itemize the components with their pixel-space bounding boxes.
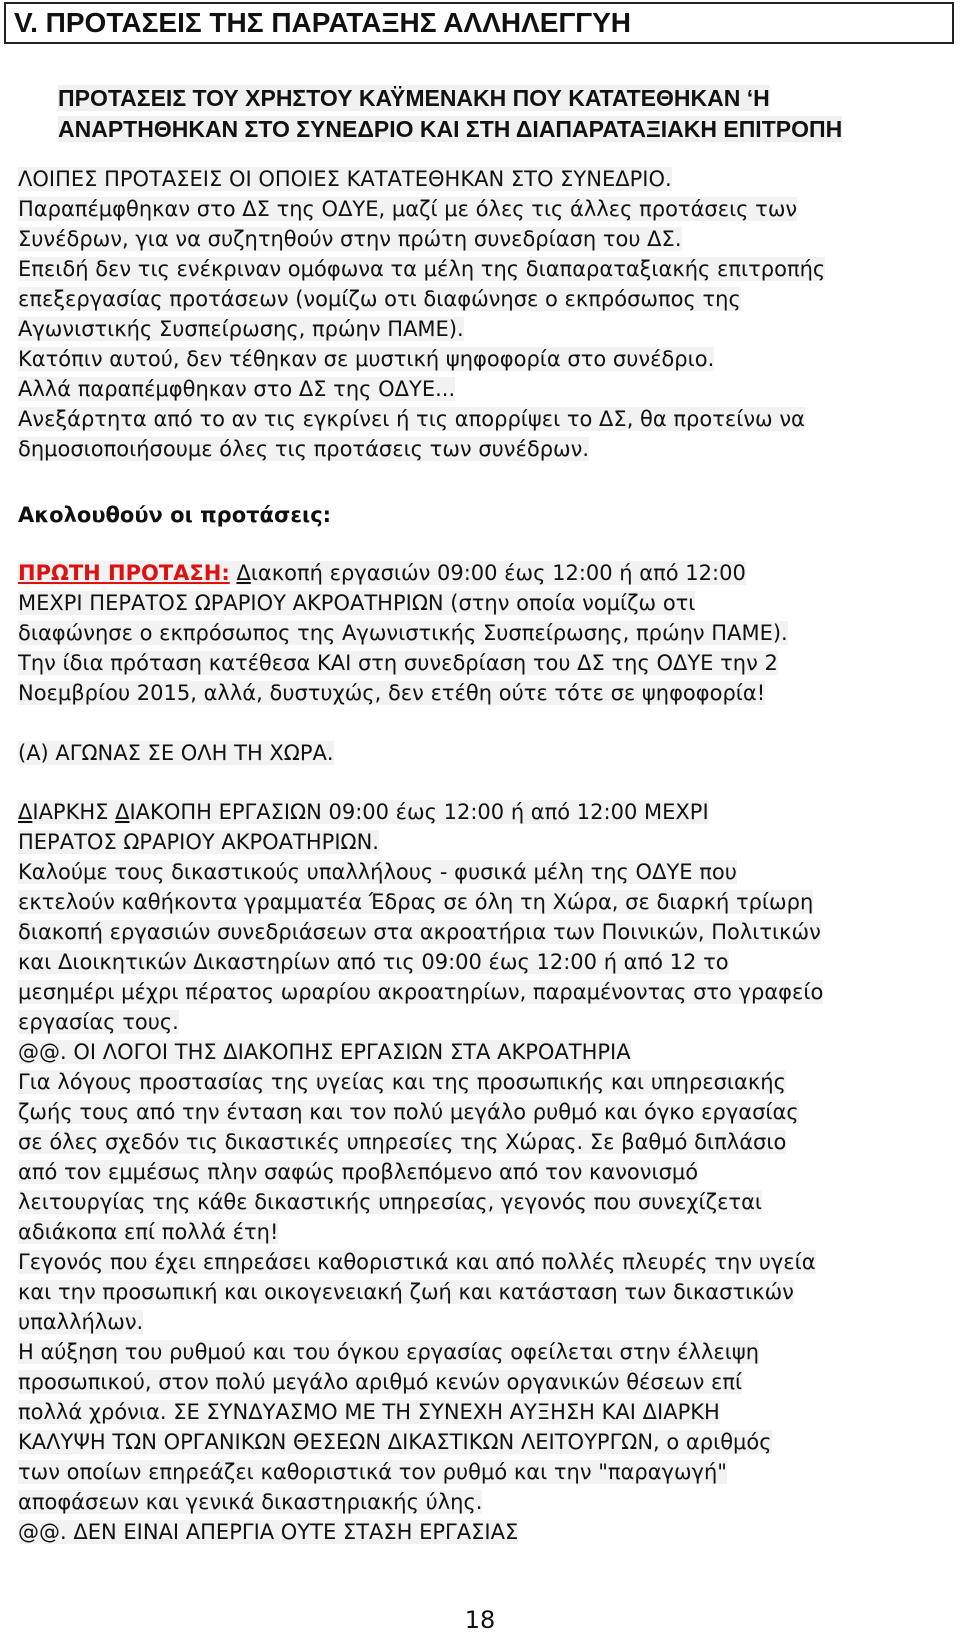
body-line: ζωής τους από την ένταση και τον πολύ μεγάλο ρυθμό και όγκο εργασίας xyxy=(18,1100,799,1124)
body-line: προσωπικού, στον πολύ μεγάλο αριθμό κενών οργανικών θέσεων επί xyxy=(18,1370,743,1394)
body-line: από τον εμμέσως πλην σαφώς προβλεπόμενο από τον κανονισμό xyxy=(18,1160,699,1184)
first-proposal-label: ΠΡΩΤΗ ΠΡΟΤΑΣΗ: xyxy=(18,561,230,585)
page-number: 18 xyxy=(464,1606,496,1634)
body-line: λειτουργίας της κάθε δικαστικής υπηρεσίας, γεγονός που συνεχίζεται xyxy=(18,1190,763,1214)
body-line: Για λόγους προστασίας της υγείας και της προσωπικής και υπηρεσιακής xyxy=(18,1070,786,1094)
body-text: ΙΑΡΚΗΣ xyxy=(32,800,116,824)
body-line: των οποίων επηρεάζει καθοριστικά τον ρυθμό και την "παραγωγή" xyxy=(18,1460,727,1484)
first-proposal xyxy=(18,558,948,708)
body-initial: Δ xyxy=(115,800,130,824)
first-proposal-line: ΜΕΧΡΙ ΠΕΡΑΤΟΣ ΩΡΑΡΙΟΥ ΑΚΡΟΑΤΗΡΙΩΝ (στην οποία νομίζω οτι xyxy=(18,591,696,615)
body-line: αποφάσεων και γενικά δικαστηριακής ύλης. xyxy=(18,1490,483,1514)
body-initial: Δ xyxy=(18,800,33,824)
body-line: @@. ΟΙ ΛΟΓΟΙ ΤΗΣ ΔΙΑΚΟΠΗΣ ΕΡΓΑΣΙΩΝ ΣΤΑ ΑΚΡΟΑΤΗΡΙΑ xyxy=(18,1040,631,1064)
intro-line: Επειδή δεν τις ενέκριναν ομόφωνα τα μέλη της διαπαραταξιακής επιτροπής xyxy=(18,257,826,281)
intro-line: ΛΟΙΠΕΣ ΠΡΟΤΑΣΕΙΣ ΟΙ ΟΠΟΙΕΣ ΚΑΤΑΤΕΘΗΚΑΝ ΣΤΟ ΣΥΝΕΔΡΙΟ. xyxy=(18,167,672,191)
first-proposal-line: ιακοπή εργασιών 09:00 έως 12:00 ή από 12:00 xyxy=(250,561,746,585)
section-title: V. ΠΡΟΤΑΣΕΙΣ ΤΗΣ ΠΑΡΑΤΑΞΗΣ ΑΛΛΗΛΕΓΓΥΗ xyxy=(4,2,954,44)
subheading-line-1: ΠΡΟΤΑΣΕΙΣ ΤΟΥ ΧΡΗΣΤΟΥ ΚΑΫΜΕΝΑΚΗ ΠΟΥ ΚΑΤΑΤΕΘΗΚΑΝ ‘Η xyxy=(58,85,770,111)
first-proposal-initial: Δ xyxy=(236,561,251,585)
intro-line: Συνέδρων, για να συζητηθούν στην πρώτη συνεδρίαση του ΔΣ. xyxy=(18,227,682,251)
first-proposal-line: Νοεμβρίου 2015, αλλά, δυστυχώς, δεν ετέθη ούτε τότε σε ψηφοφορία! xyxy=(18,681,766,705)
section-a-heading xyxy=(18,738,948,768)
body-line: πολλά χρόνια. ΣΕ ΣΥΝΔΥΑΣΜΟ ΜΕ ΤΗ ΣΥΝΕΧΗ ΑΥΞΗΣΗ ΚΑΙ ΔΙΑΡΚΗ xyxy=(18,1400,720,1424)
subheading-line-2: ΑΝΑΡΤΗΘΗΚΑΝ ΣΤΟ ΣΥΝΕΔΡΙΟ ΚΑΙ ΣΤΗ ΔΙΑΠΑΡΑΤΑΞΙΑΚΗ ΕΠΙΤΡΟΠΗ xyxy=(58,116,843,142)
intro-line: επεξεργασίας προτάσεων (νομίζω οτι διαφώνησε ο εκπρόσωπος της xyxy=(18,287,741,311)
intro-line: Παραπέμφθηκαν στο ΔΣ της ΟΔΥΕ, μαζί με όλες τις άλλες προτάσεις των xyxy=(18,197,798,221)
body-line: @@. ΔΕΝ ΕΙΝΑΙ ΑΠΕΡΓΙΑ ΟΥΤΕ ΣΤΑΣΗ ΕΡΓΑΣΙΑΣ xyxy=(18,1520,519,1544)
body-text: ΙΑΚΟΠΗ ΕΡΓΑΣΙΩΝ 09:00 έως 12:00 ή από 12:00 ΜΕΧΡΙ xyxy=(129,800,709,824)
body-line: εκτελούν καθήκοντα γραμματέα Έδρας σε όλη τη Χώρα, σε διαρκή τρίωρη xyxy=(18,890,814,914)
body-line: αδιάκοπα επί πολλά έτη! xyxy=(18,1220,279,1244)
body-line: Η αύξηση του ρυθμού και του όγκου εργασίας οφείλεται στην έλλειψη xyxy=(18,1340,760,1364)
intro-line: Ανεξάρτητα από το αν τις εγκρίνει ή τις απορρίψει το ΔΣ, θα προτείνω να xyxy=(18,407,805,431)
body-line: εργασίας τους. xyxy=(18,1010,179,1034)
body-line: και Διοικητικών Δικαστηρίων από τις 09:00 έως 12:00 ή από 12 το xyxy=(18,950,729,974)
body-line: σε όλες σχεδόν τις δικαστικές υπηρεσίες της Χώρας. Σε βαθμό διπλάσιο xyxy=(18,1130,787,1154)
intro-line: δημοσιοποιήσουμε όλες τις προτάσεις των συνέδρων. xyxy=(18,437,590,461)
section-a-text: (Α) ΑΓΩΝΑΣ ΣΕ ΟΛΗ ΤΗ ΧΩΡΑ. xyxy=(18,741,334,765)
intro-line: Κατόπιν αυτού, δεν τέθηκαν σε μυστική ψηφοφορία στο συνέδριο. xyxy=(18,347,715,371)
body-line: μεσημέρι μέχρι πέρατος ωραρίου ακροατηρίων, παραμένοντας στο γραφείο xyxy=(18,980,824,1004)
proposals-subheading xyxy=(58,83,938,145)
proposal-body xyxy=(18,797,948,1547)
body-line: υπαλλήλων. xyxy=(18,1310,144,1334)
intro-line: Αγωνιστικής Συσπείρωσης, πρώην ΠΑΜΕ). xyxy=(18,317,464,341)
follow-heading-text: Ακολουθούν οι προτάσεις: xyxy=(18,503,332,527)
body-line: διακοπή εργασιών συνεδριάσεων στα ακροατήρια των Ποινικών, Πολιτικών xyxy=(18,920,821,944)
intro-line: Αλλά παραπέμφθηκαν στο ΔΣ της ΟΔΥΕ... xyxy=(18,377,456,401)
body-line: Γεγονός που έχει επηρεάσει καθοριστικά και από πολλές πλευρές την υγεία xyxy=(18,1250,816,1274)
body-line: και την προσωπική και οικογενειακή ζωή και κατάσταση των δικαστικών xyxy=(18,1280,794,1304)
first-proposal-line: διαφώνησε ο εκπρόσωπος της Αγωνιστικής Συσπείρωσης, πρώην ΠΑΜΕ). xyxy=(18,621,788,645)
body-line: ΠΕΡΑΤΟΣ ΩΡΑΡΙΟΥ ΑΚΡΟΑΤΗΡΙΩΝ. xyxy=(18,830,379,854)
first-proposal-line: Την ίδια πρόταση κατέθεσα ΚΑΙ στη συνεδρίαση του ΔΣ της ΟΔΥΕ την 2 xyxy=(18,651,778,675)
intro-paragraph xyxy=(18,164,948,464)
follow-heading xyxy=(18,500,948,530)
body-line: ΚΑΛΥΨΗ ΤΩΝ ΟΡΓΑΝΙΚΩΝ ΘΕΣΕΩΝ ΔΙΚΑΣΤΙΚΩΝ ΛΕΙΤΟΥΡΓΩΝ, ο αριθμός xyxy=(18,1430,772,1454)
body-line: Καλούμε τους δικαστικούς υπαλλήλους - φυσικά μέλη της ΟΔΥΕ που xyxy=(18,860,737,884)
